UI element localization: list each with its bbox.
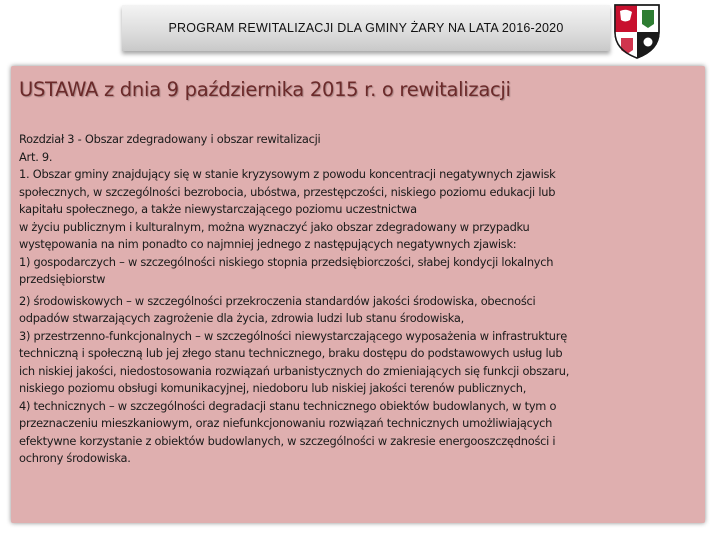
body-line: efektywne korzystanie z obiektów budowlanych, w szczególności w zakresie energooszczędności i — [19, 433, 556, 448]
slide-body — [19, 131, 701, 468]
body-line: przedsiębiorstw — [19, 272, 106, 286]
header-title: PROGRAM REWITALIZACJI DLA GMINY ŻARY NA LATA 2016-2020 — [168, 21, 564, 35]
body-line: Rozdział 3 - Obszar zdegradowany i obszar rewitalizacji — [19, 132, 321, 146]
header-banner — [122, 5, 610, 51]
body-line: ochrony środowiska. — [19, 451, 131, 465]
body-line: występowania na nim ponadto co najmniej jednego z następujących negatywnych zjawisk: — [19, 237, 517, 251]
slide-title: USTAWA z dnia 9 października 2015 r. o rewitalizacji — [19, 78, 511, 101]
body-line: 1) gospodarczych – w szczególności niskiego stopnia przedsiębiorczości, słabej kondycji lokalnych — [19, 254, 554, 269]
body-line: społecznych, w szczególności bezrobocia, ubóstwa, przestępczości, niskiego poziomu edukacji lub — [19, 184, 556, 199]
body-line: 2) środowiskowych – w szczególności przekroczenia standardów jakości środowiska, obecności — [19, 293, 536, 308]
body-line: 4) technicznych – w szczególności degradacji stanu technicznego obiektów budowlanych, w tym o — [19, 398, 557, 413]
header-bar — [0, 0, 720, 62]
body-line: 1. Obszar gminy znajdujący się w stanie kryzysowym z powodu koncentracji negatywnych zjawisk — [19, 167, 556, 181]
body-line: w życiu publicznym i kulturalnym, można wyznaczyć jako obszar zdegradowany w przypadku — [19, 219, 530, 234]
body-line: Art. 9. — [19, 149, 53, 164]
body-line: kapitału społecznego, a także niewystarczającego poziomu uczestnictwa — [19, 202, 417, 216]
body-line: ich niskiej jakości, niedostosowania rozwiązań urbanistycznych do zmieniających się funkcji obszaru, — [19, 363, 570, 378]
coat-of-arms-icon — [612, 2, 662, 60]
body-line: niskiego poziomu obsługi komunikacyjnej, niedoboru lub niskiej jakości terenów publicznych, — [19, 381, 527, 395]
body-line: techniczną i społeczną lub jej złego stanu technicznego, braku dostępu do podstawowych usług lub — [19, 346, 563, 360]
body-line: 3) przestrzenno-funkcjonalnych – w szczególności niewystarczającego wyposażenia w infrastrukturę — [19, 328, 567, 343]
body-line: odpadów stwarzających zagrożenie dla życia, zdrowia ludzi lub stanu środowiska, — [19, 311, 465, 325]
body-line: przeznaczeniu mieszkaniowym, oraz niefunkcjonowaniu rozwiązań technicznych umożliwiających — [19, 416, 553, 430]
